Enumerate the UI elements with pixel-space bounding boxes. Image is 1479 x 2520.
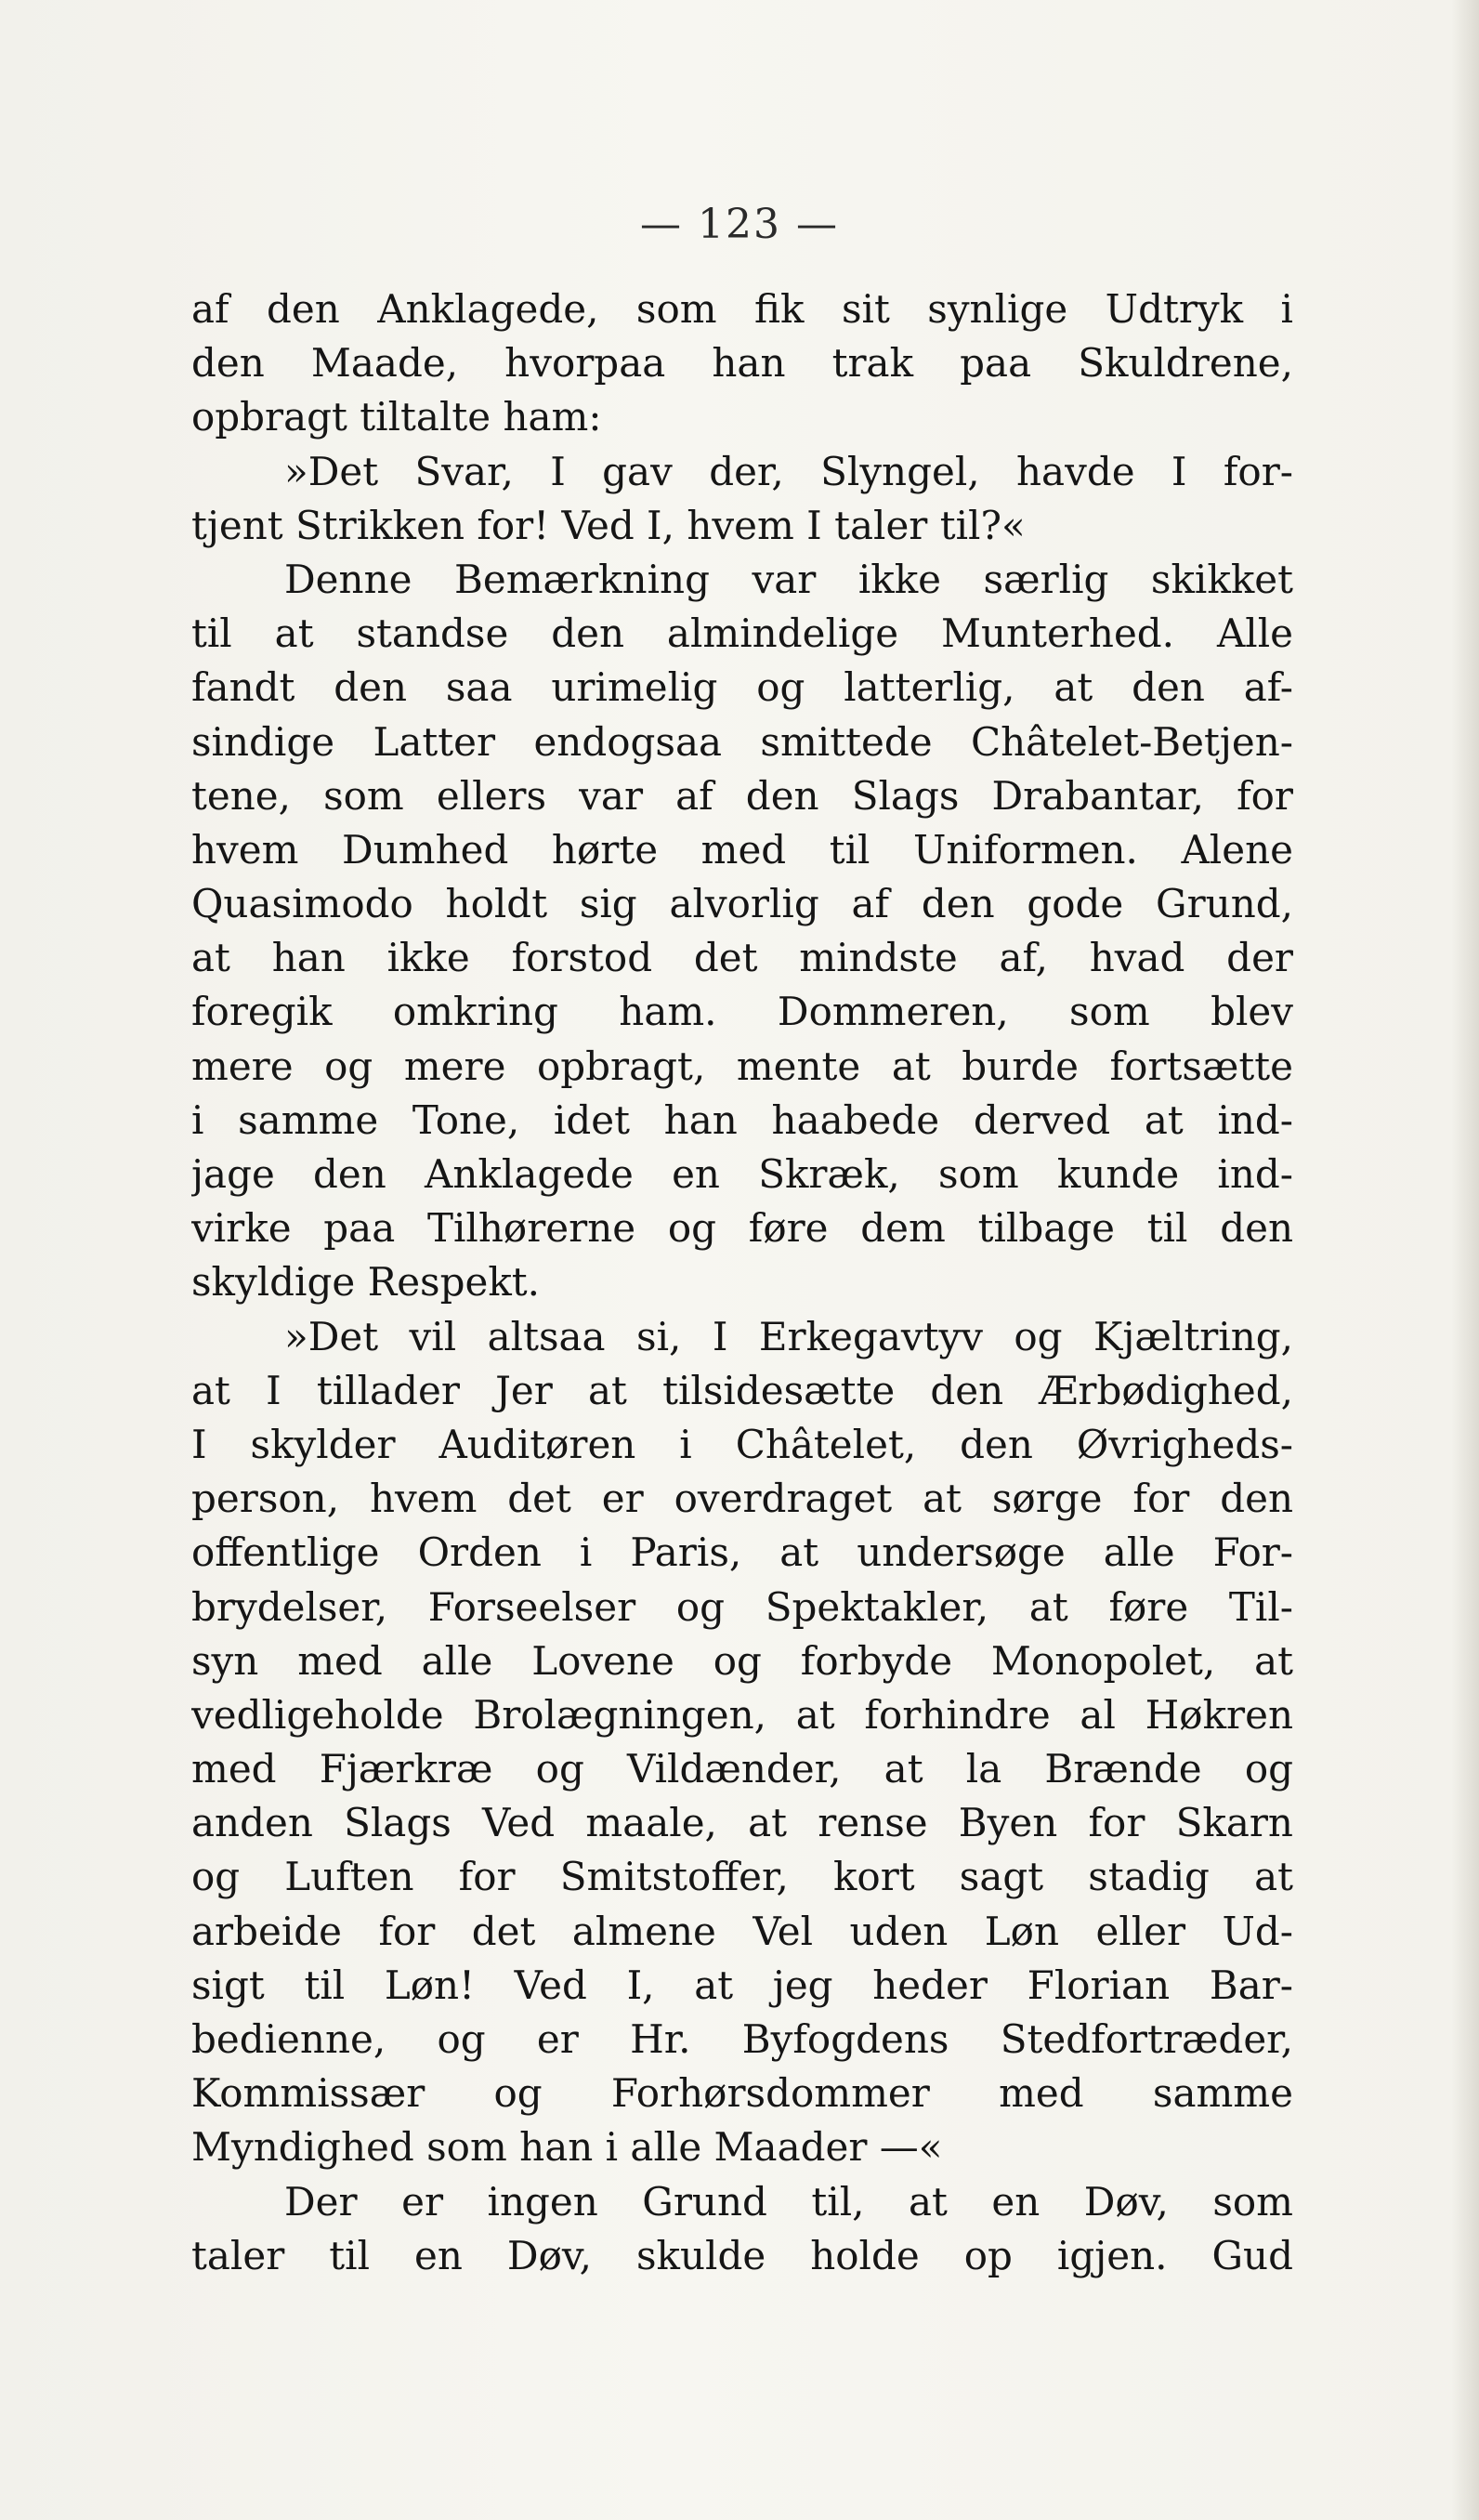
text-line: og Luften for Smitstoffer, kort sagt stadig at bbox=[191, 1854, 1293, 1900]
text-line: vedligeholde Brolægningen, at forhindre al Høkren bbox=[191, 1691, 1293, 1738]
text-line: den Maade, hvorpaa han trak paa Skuldrene, bbox=[191, 340, 1293, 387]
text-line: offentlige Orden i Paris, at undersøge alle For- bbox=[191, 1529, 1293, 1576]
page-number: — 123 — bbox=[640, 201, 839, 248]
text-line: I skylder Auditøren i Châtelet, den Øvrigheds- bbox=[191, 1421, 1293, 1467]
text-line: jage den Anklagede en Skræk, som kunde ind- bbox=[191, 1151, 1293, 1197]
text-line: brydelser, Forseelser og Spektakler, at føre Til- bbox=[191, 1583, 1293, 1630]
text-line: Der er ingen Grund til, at en Døv, som bbox=[284, 2178, 1293, 2225]
text-line: person, hvem det er overdraget at sørge for den bbox=[191, 1476, 1293, 1522]
text-line: virke paa Tilhørerne og føre dem tilbage til den bbox=[191, 1205, 1293, 1252]
text-line: skyldige Respekt. bbox=[191, 1259, 541, 1306]
text-line: taler til en Døv, skulde holde op igjen. Gud bbox=[191, 2232, 1293, 2278]
text-line: at I tillader Jer at tilsidesætte den Ærbødighed, bbox=[191, 1367, 1293, 1413]
text-line: Denne Bemærkning var ikke særlig skikket bbox=[284, 556, 1293, 602]
text-line: bedienne, og er Hr. Byfogdens Stedfortræder, bbox=[191, 2016, 1293, 2062]
text-line: »Det Svar, I gav der, Slyngel, havde I for- bbox=[284, 448, 1293, 494]
text-line: mere og mere opbragt, mente at burde fortsætte bbox=[191, 1043, 1293, 1089]
text-line: Kommissær og Forhørsdommer med samme bbox=[191, 2070, 1293, 2117]
text-line: »Det vil altsaa si, I Erkegavtyv og Kjæltring, bbox=[284, 1313, 1293, 1359]
text-line: til at standse den almindelige Munterhed. Alle bbox=[191, 610, 1293, 657]
text-line: i samme Tone, idet han haabede derved at ind- bbox=[191, 1096, 1293, 1143]
text-line: med Fjærkræ og Vildænder, at la Brænde og bbox=[191, 1746, 1293, 1792]
text-line: foregik omkring ham. Dommeren, som blev bbox=[191, 989, 1293, 1035]
text-line: opbragt tiltalte ham: bbox=[191, 394, 602, 440]
text-line: arbeide for det almene Vel uden Løn eller Ud- bbox=[191, 1908, 1293, 1954]
text-line: sigt til Løn! Ved I, at jeg heder Florian Bar- bbox=[191, 1962, 1293, 2008]
text-line: af den Anklagede, som fik sit synlige Udtryk i bbox=[191, 286, 1293, 332]
body-text bbox=[191, 282, 1293, 2283]
text-line: Quasimodo holdt sig alvorlig af den gode Grund, bbox=[191, 881, 1293, 927]
text-line: syn med alle Lovene og forbyde Monopolet, at bbox=[191, 1637, 1293, 1684]
page-edge-shadow bbox=[1451, 0, 1479, 2520]
text-line: sindige Latter endogsaa smittede Châtelet-Betjen- bbox=[191, 718, 1293, 765]
text-line: tjent Strikken for! Ved I, hvem I taler til?« bbox=[191, 502, 1026, 548]
text-line: at han ikke forstod det mindste af, hvad der bbox=[191, 935, 1293, 981]
text-line: hvem Dumhed hørte med til Uniformen. Alene bbox=[191, 826, 1293, 873]
text-line: tene, som ellers var af den Slags Drabantar, for bbox=[191, 772, 1293, 819]
text-line: fandt den saa urimelig og latterlig, at den af- bbox=[191, 664, 1293, 711]
text-line: anden Slags Ved maale, at rense Byen for Skarn bbox=[191, 1800, 1293, 1846]
text-line: Myndighed som han i alle Maader —« bbox=[191, 2124, 943, 2171]
